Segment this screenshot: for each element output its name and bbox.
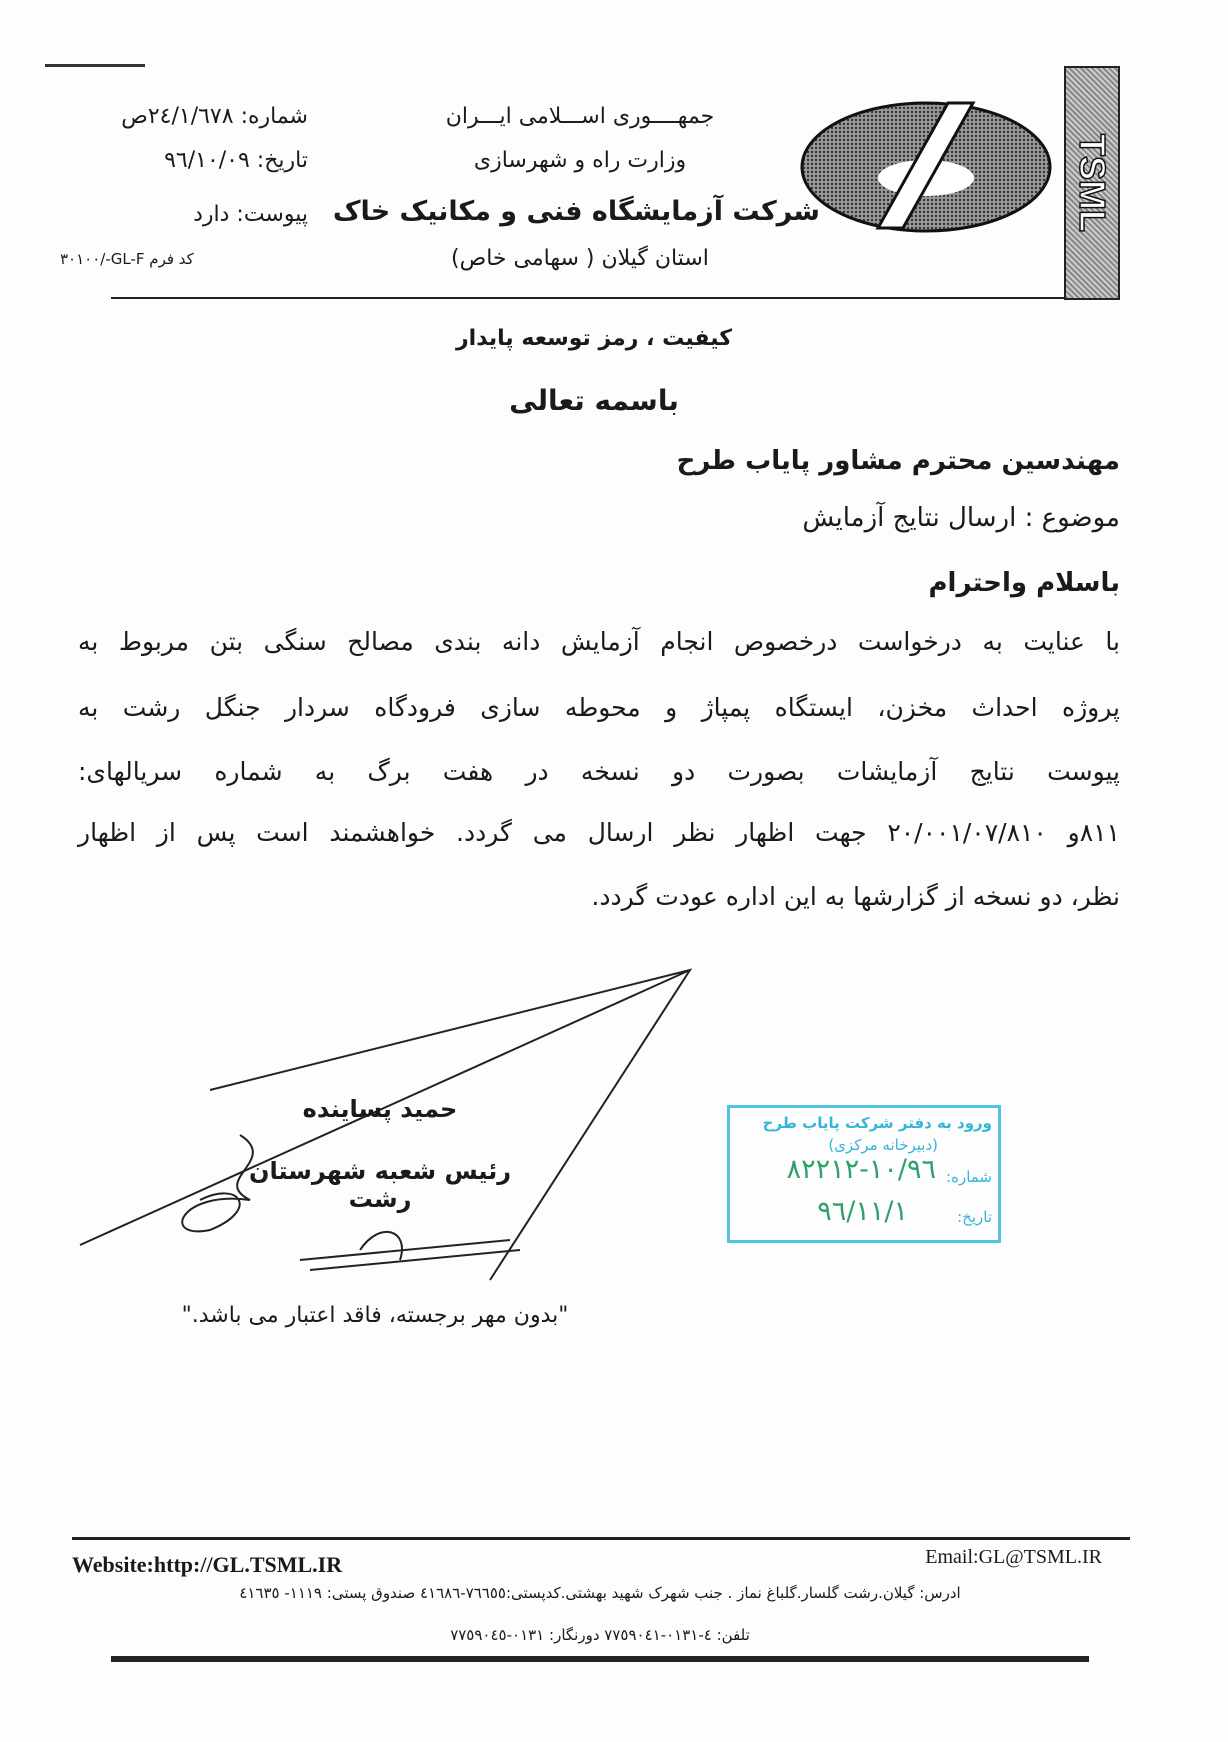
body-line: با عنایت به درخواست درخصوص انجام آزمایش دانه بندی مصالح سنگی بتن مربوط به [78, 627, 1120, 656]
header-divider [111, 297, 1064, 299]
footer-address: ادرس: گیلان.رشت گلسار.گلباغ نماز . جنب شهرک شهید بهشتی.کدپستی:٧٦٦٥٥-٤١٦٨٦ صندوق پستی: ١١١٩- ٤١٦٣٥ [239, 1584, 961, 1602]
logo-text: TSML [1072, 134, 1113, 232]
company-logo [798, 98, 1054, 236]
country-title: جمهــــوری اســـلامی ایـــران [445, 104, 715, 129]
letter-number: شماره: ٢٤/١/٦٧٨ص [121, 104, 308, 129]
motto: کیفیت ، رمز توسعه پایدار [456, 326, 732, 351]
letter-date: تاریخ: ٩٦/١٠/٠٩ [164, 148, 308, 173]
greeting: باسلام واحترام [928, 568, 1120, 598]
website-link[interactable]: Website:http://GL.TSML.IR [72, 1552, 343, 1577]
attachment-status: پیوست: دارد [193, 202, 308, 227]
ministry-title: وزارت راه و شهرسازی [473, 148, 687, 173]
handwritten-signature [60, 960, 710, 1300]
footer-bar [111, 1656, 1089, 1662]
stamp-number-label: شماره: [946, 1168, 992, 1186]
body-line: ٨١١و ٢٠/٠٠١/٠٧/٨١٠ جهت اظهار نظر ارسال می گردد. خواهشمند است پس از اظهار [78, 818, 1120, 847]
subject: موضوع : ارسال نتایج آزمایش [802, 503, 1120, 533]
stamp-number-value: ١٠/٩٦-٨٢٢١٢ [786, 1154, 936, 1185]
receipt-stamp [727, 1105, 1001, 1243]
body-line: پروژه احداث مخزن، ایستگاه پمپاژ و محوطه سازی فرودگاه سردار جنگل رشت به [78, 693, 1120, 722]
footer-divider [72, 1537, 1130, 1540]
body-line: پیوست نتایج آزمایشات بصورت دو نسخه در هفت برگ به شماره سریالهای: [78, 757, 1120, 786]
addressee: مهندسین محترم مشاور پایاب طرح [676, 446, 1120, 476]
footer-phone: تلفن: ٤-٠١٣١-٧٧٥٩٠٤١ دورنگار: ٠١٣١-٧٧٥٩٠٤٥ [450, 1626, 750, 1644]
form-code: کد فرم GL-F-/٣٠١٠٠ [60, 250, 194, 268]
top-mark [45, 64, 145, 67]
stamp-line2: (دبیرخانه مرکزی) [828, 1136, 938, 1154]
signatory-title: رئیس شعبه شهرستان رشت [248, 1157, 512, 1213]
company-name: شرکت آزمایشگاه فنی و مکانیک خاک [332, 196, 820, 227]
logo-tsml-box [1064, 66, 1120, 300]
body-line: نظر، دو نسخه از گزارشها به این اداره عودت گردد. [591, 882, 1120, 911]
stamp-date-value: ٩٦/١١/١ [817, 1196, 908, 1227]
invocation: باسمه تعالی [509, 384, 679, 417]
email-link[interactable]: Email:GL@TSML.IR [925, 1546, 1102, 1568]
stamp-line1: ورود به دفتر شرکت پایاب طرح [762, 1114, 992, 1132]
province-title: استان گیلان ( سهامی خاص) [451, 246, 709, 271]
validity-note: "بدون مهر برجسته، فاقد اعتبار می باشد." [181, 1303, 569, 1328]
signatory-name: حمید پساینده [302, 1095, 458, 1123]
stamp-date-label: تاریخ: [957, 1208, 992, 1226]
